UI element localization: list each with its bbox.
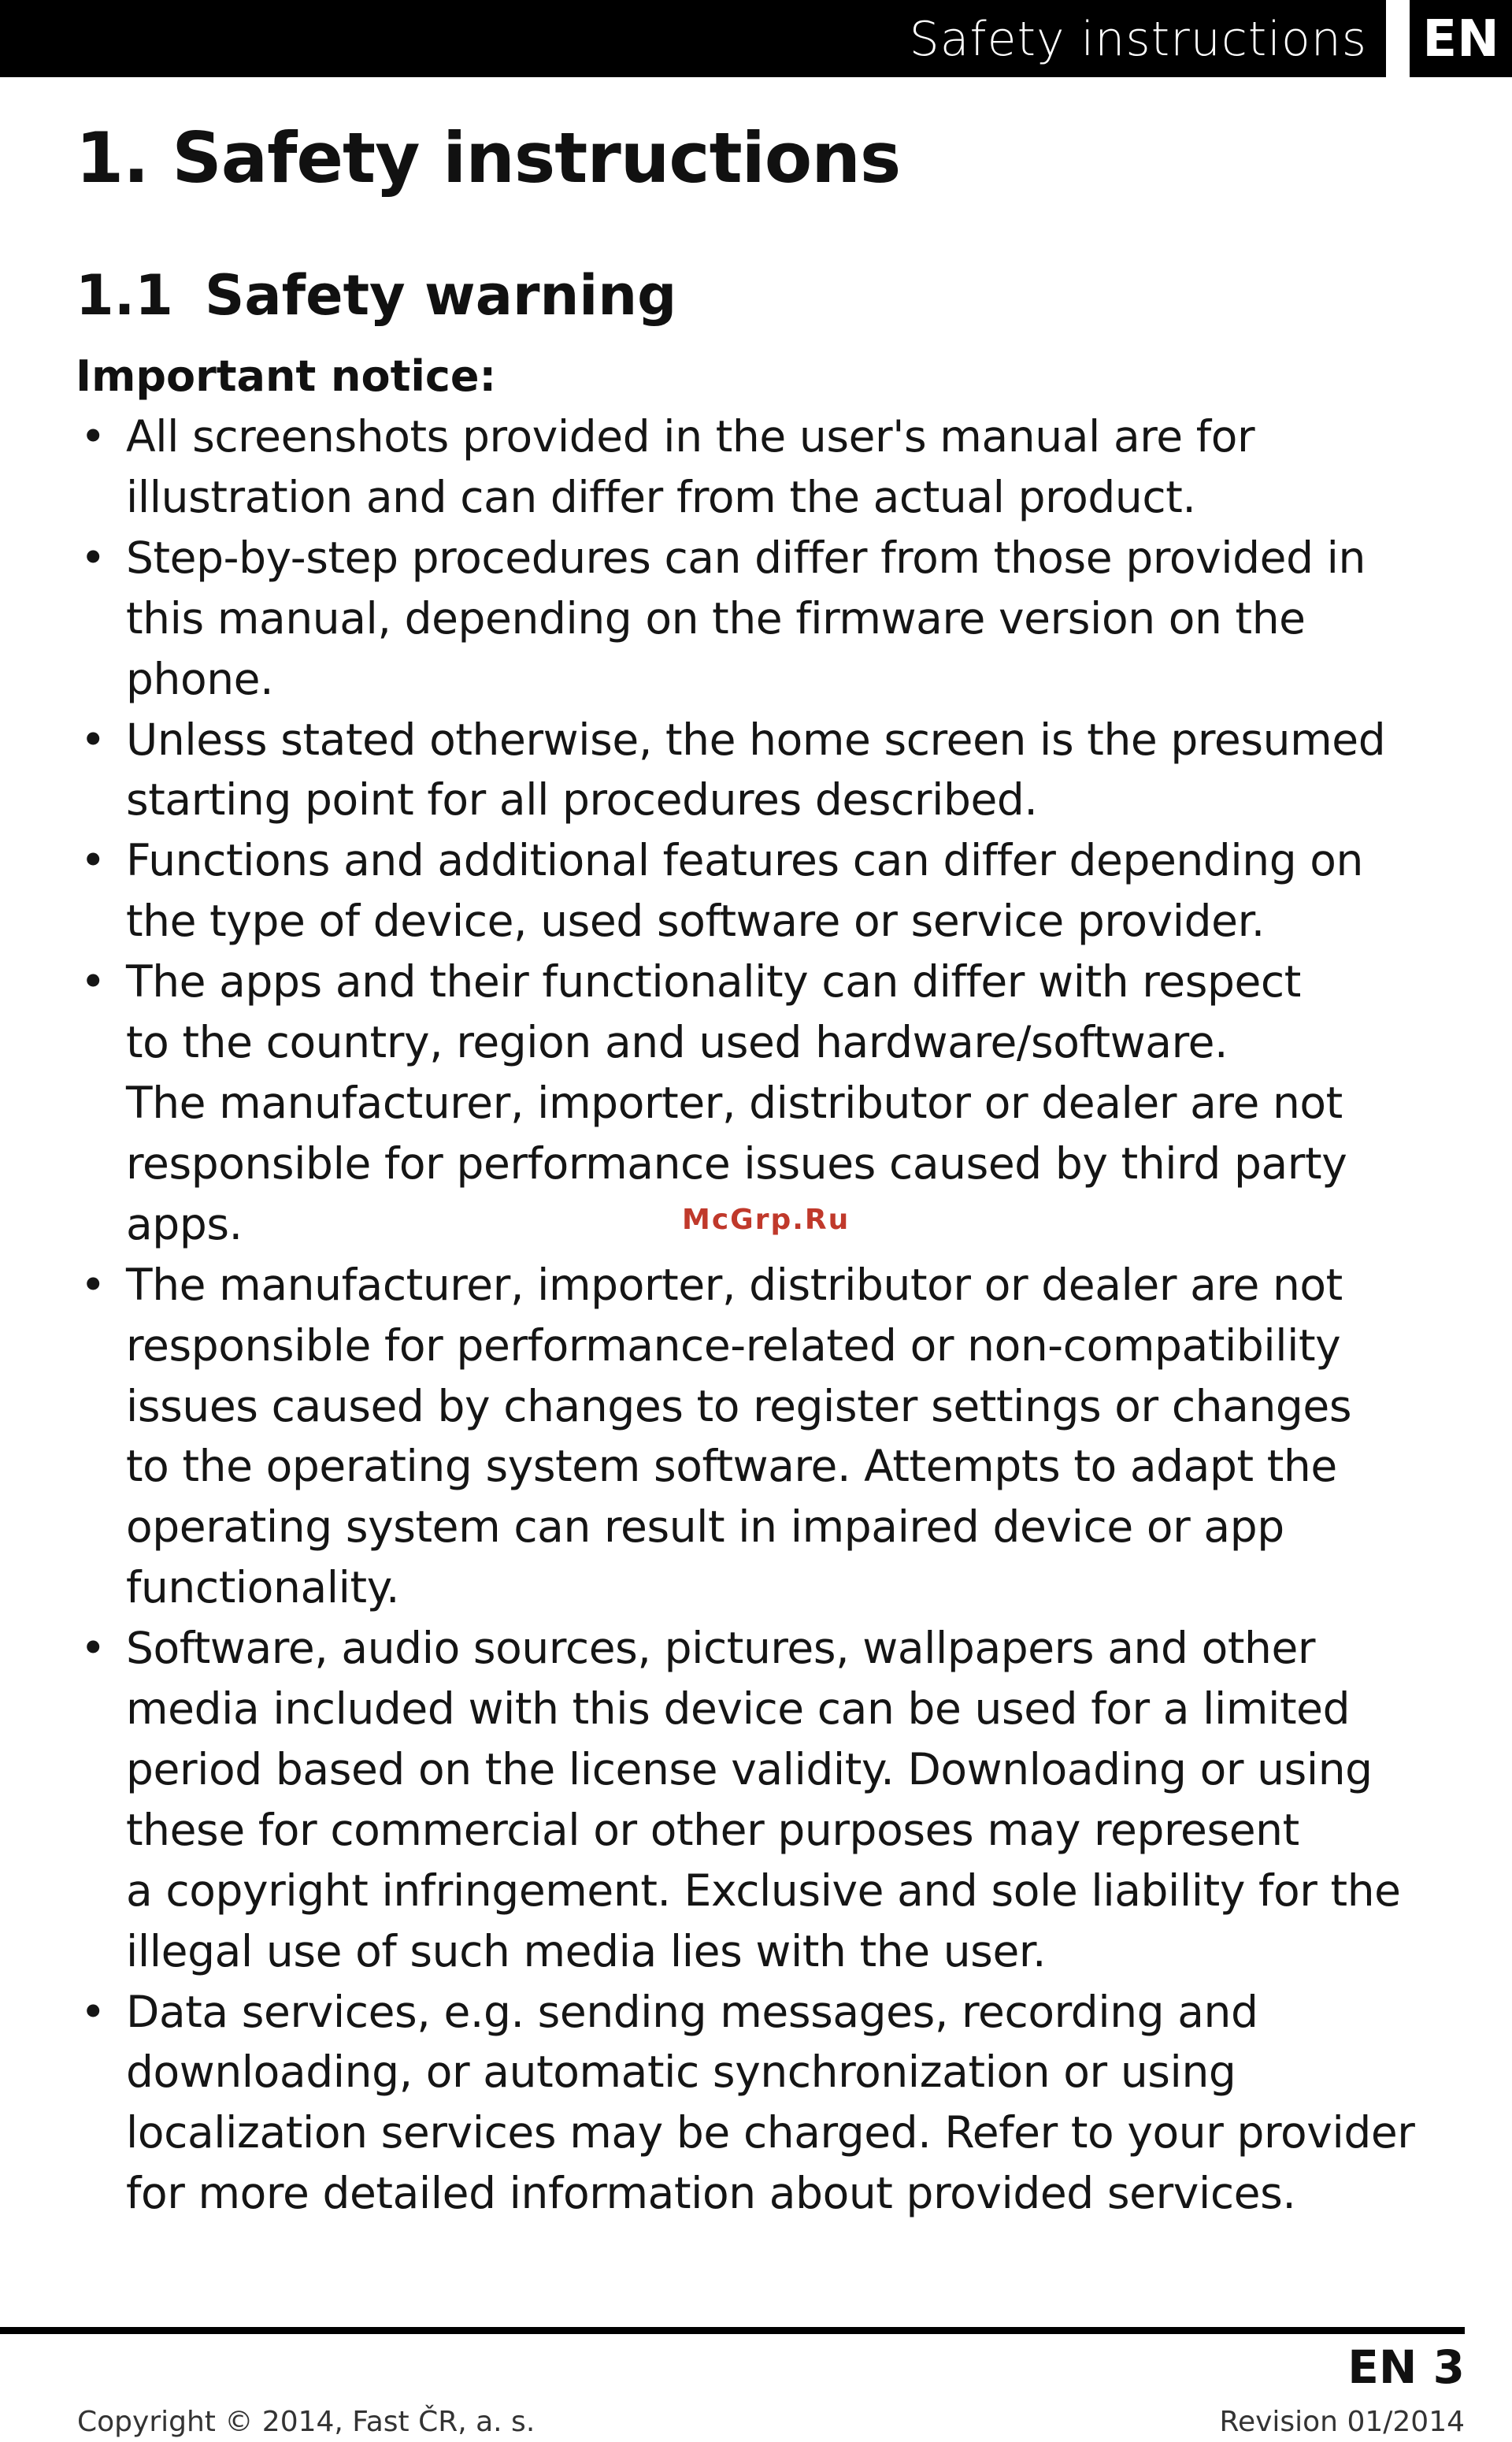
watermark: McGrp.Ru	[682, 1204, 850, 1236]
text-line: this manual, depending on the firmware version on the	[126, 592, 1306, 644]
text-line: phone.	[126, 653, 274, 704]
section-heading	[76, 260, 676, 331]
revision-text: Revision 01/2014	[1219, 2406, 1465, 2438]
bullet-marker: •	[80, 956, 106, 1008]
text-line: responsible for performance-related or non-compatibility	[126, 1319, 1341, 1371]
header-bar	[0, 0, 1386, 77]
bullet-marker: •	[80, 532, 106, 583]
page-title-text: Safety instructions	[172, 117, 901, 199]
text-line: The manufacturer, importer, distributor or dealer are not	[126, 1259, 1343, 1310]
language-badge: EN	[1410, 0, 1512, 77]
section-heading-number: 1.1	[76, 263, 174, 328]
text-line: to the country, region and used hardware/software.	[126, 1017, 1228, 1068]
list-item	[76, 528, 1399, 710]
text-line: these for commercial or other purposes may represent	[126, 1804, 1299, 1855]
list-item	[76, 406, 1399, 528]
text-line: illegal use of such media lies with the user.	[126, 1925, 1047, 1976]
text-line: The manufacturer, importer, distributor or dealer are not	[126, 1077, 1343, 1128]
list-item	[76, 1618, 1399, 1981]
text-line: Unless stated otherwise, the home screen is the presumed	[126, 714, 1386, 765]
list-item	[76, 830, 1399, 952]
bullet-paragraph	[126, 1618, 1399, 1981]
text-line: functionality.	[126, 1562, 400, 1613]
bullet-paragraph	[126, 710, 1399, 831]
section-heading-text: Safety warning	[205, 263, 677, 328]
bullet-paragraph	[126, 952, 1399, 1073]
bullet-paragraph	[126, 1982, 1415, 2225]
text-line: The apps and their functionality can differ with respect	[126, 956, 1301, 1008]
text-line: operating system can result in impaired device or app	[126, 1501, 1284, 1553]
text-line: responsible for performance issues caused by third party	[126, 1137, 1347, 1189]
text-line: issues caused by changes to register settings or changes	[126, 1380, 1352, 1431]
footer-divider	[0, 2327, 1465, 2334]
bullet-marker: •	[80, 835, 106, 886]
bullet-paragraph	[126, 1255, 1399, 1618]
bullet-marker: •	[80, 1986, 106, 2037]
text-line: a copyright infringement. Exclusive and sole liability for the	[126, 1865, 1401, 1916]
page-title-number: 1.	[76, 117, 149, 199]
text-line: period based on the license validity. Downloading or using	[126, 1743, 1373, 1794]
important-notice-label: Important notice:	[76, 351, 497, 401]
list-item	[76, 1255, 1399, 1618]
text-line: downloading, or automatic synchronization or using	[126, 2047, 1236, 2098]
text-line: Software, audio sources, pictures, wallpapers and other	[126, 1623, 1316, 1674]
page-title	[76, 115, 900, 202]
text-line: starting point for all procedures described.	[126, 774, 1038, 826]
page-number: EN 3	[1347, 2340, 1465, 2394]
list-item	[76, 1982, 1415, 2225]
text-line: localization services may be charged. Refer to your provider	[126, 2107, 1415, 2158]
text-line: apps.	[126, 1198, 243, 1249]
text-line: the type of device, used software or service provider.	[126, 896, 1265, 947]
bullet-paragraph	[126, 406, 1399, 528]
copyright-text: Copyright © 2014, Fast ČR, a. s.	[77, 2406, 536, 2438]
bullet-paragraph	[126, 830, 1399, 952]
header-section-title: Safety instructions	[909, 12, 1367, 67]
text-line: illustration and can differ from the actual product.	[126, 471, 1196, 522]
text-line: Data services, e.g. sending messages, recording and	[126, 1986, 1258, 2037]
text-line: to the operating system software. Attempts to adapt the	[126, 1441, 1337, 1492]
bullet-list	[76, 406, 1415, 2224]
text-line: All screenshots provided in the user's manual are for	[126, 411, 1255, 462]
bullet-marker: •	[80, 1259, 106, 1310]
bullet-marker: •	[80, 1623, 106, 1674]
text-line: media included with this device can be used for a limited	[126, 1683, 1351, 1735]
bullet-marker: •	[80, 411, 106, 462]
bullet-paragraph	[126, 528, 1399, 710]
list-item	[76, 710, 1399, 831]
text-line: for more detailed information about provided services.	[126, 2168, 1296, 2219]
bullet-marker: •	[80, 714, 106, 765]
text-line: Step-by-step procedures can differ from those provided in	[126, 532, 1366, 583]
text-line: Functions and additional features can differ depending on	[126, 835, 1364, 886]
